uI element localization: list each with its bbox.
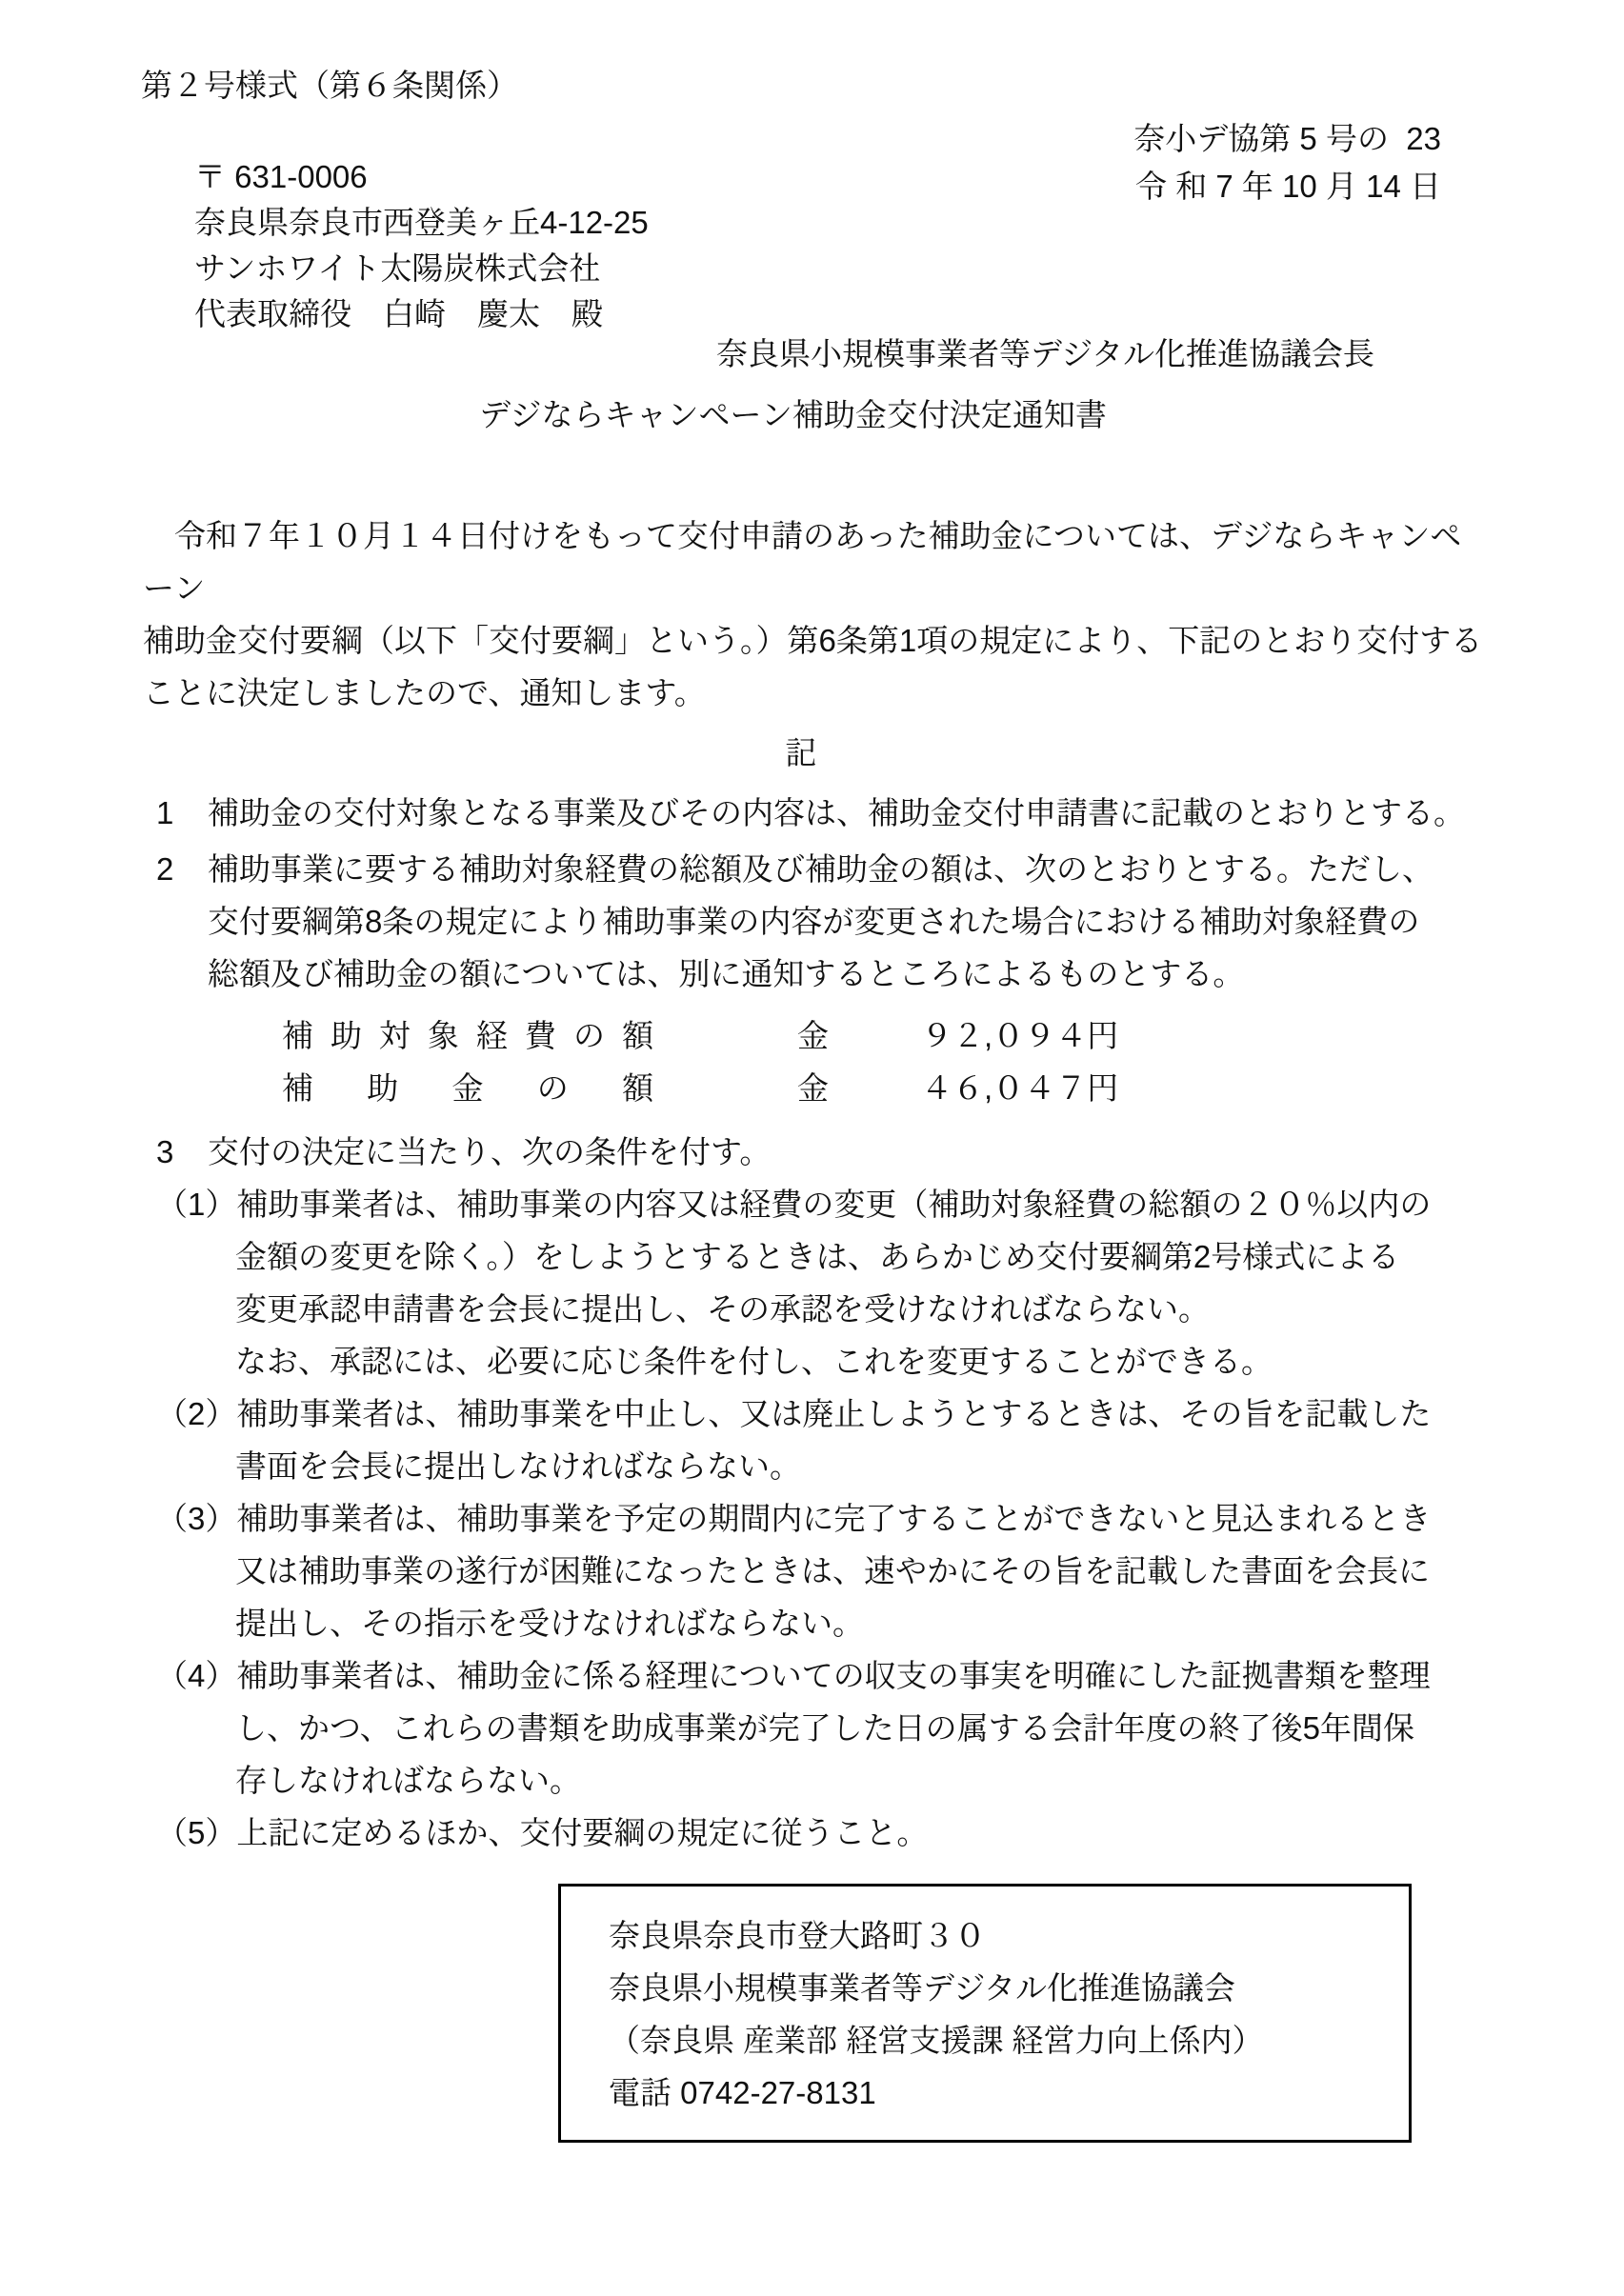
condition-text: 変更承認申請書を会長に提出し、その承認を受けなければならない。 <box>235 1291 1210 1327</box>
contact-address: 奈良県奈良市登大路町３０ <box>609 1918 986 1953</box>
document-title: デジならキャンペーン補助金交付決定通知書 <box>479 397 1107 432</box>
amount-row-subsidy <box>282 1062 1488 1114</box>
amount-label: 補助金の額 <box>282 1070 653 1106</box>
item-text: 補助金の交付対象となる事業及びその内容は、補助金交付申請書に記載のとおりとする。 <box>208 795 1465 830</box>
recipient-representative: 代表取締役 白崎 慶太 殿 <box>194 296 603 331</box>
issue-date: 令 和 7 年 10 月 14 日 <box>1135 169 1441 204</box>
item-number: 2 <box>156 851 174 887</box>
contact-department: （奈良県 産業部 経営支援課 経営力向上係内） <box>609 2023 1264 2058</box>
condition-number: （1） <box>156 1187 237 1222</box>
item-text: 交付要綱第8条の規定により補助事業の内容が変更された場合における補助対象経費の <box>208 904 1420 939</box>
amount-prefix: 金 <box>797 1018 829 1053</box>
list-item-2 <box>143 843 1488 1000</box>
condition-text: 補助事業者は、補助事業を予定の期間内に完了することができないと見込まれるとき <box>236 1501 1432 1536</box>
condition-text: 補助事業者は、補助事業の内容又は経費の変更（補助対象経費の総額の２０％以内の <box>236 1187 1432 1222</box>
condition-number: （4） <box>156 1658 237 1693</box>
amount-label: 補助対象経費の額 <box>282 1018 653 1053</box>
amount-row-expenses <box>282 1009 1488 1062</box>
item-text: 総額及び補助金の額については、別に通知するところによるものとする。 <box>208 956 1245 991</box>
recipient-address: 奈良県奈良市西登美ヶ丘4-12-25 <box>194 205 649 240</box>
condition-number: （5） <box>156 1815 237 1850</box>
document-body <box>143 509 1488 2143</box>
reference-number: 奈小デ協第 5 号の 23 <box>1133 121 1441 156</box>
opening-line: 令和７年１０月１４日付けをもって交付申請のあった補助金については、デジならキャンペーン <box>143 518 1462 606</box>
opening-line: 補助金交付要綱（以下「交付要綱」という。）第6条第1項の規定により、下記のとおり交付する <box>143 623 1483 658</box>
contact-box <box>558 1884 1412 2143</box>
condition-text: 提出し、その指示を受けなければならない。 <box>235 1606 864 1641</box>
recipient-block <box>194 154 649 337</box>
condition-text: なお、承認には、必要に応じ条件を付し、これを変更することができる。 <box>235 1344 1273 1379</box>
recipient-postal-code: 〒 631-0006 <box>194 159 368 194</box>
condition-text: し、かつ、これらの書類を助成事業が完了した日の属する会計年度の終了後5年間保 <box>235 1710 1415 1746</box>
condition-number: （2） <box>156 1396 237 1431</box>
condition-text: 存しなければならない。 <box>235 1763 581 1798</box>
condition-4 <box>143 1649 1488 1807</box>
condition-text: 上記に定めるほか、交付要綱の規定に従うこと。 <box>236 1815 929 1850</box>
condition-3 <box>143 1492 1488 1649</box>
item-text: 交付の決定に当たり、次の条件を付す。 <box>208 1134 772 1169</box>
amount-table <box>143 1009 1488 1114</box>
condition-text: 又は補助事業の遂行が困難になったときは、速やかにその旨を記載した書面を会長に <box>235 1553 1430 1588</box>
item-text: 補助事業に要する補助対象経費の総額及び補助金の額は、次のとおりとする。ただし、 <box>208 851 1434 887</box>
amount-value: ４６,０４７円 <box>921 1070 1119 1106</box>
condition-text: 補助事業者は、補助事業を中止し、又は廃止しようとするときは、その旨を記載した <box>236 1396 1432 1431</box>
condition-1 <box>143 1178 1488 1388</box>
list-item-1 <box>143 787 1488 839</box>
form-number-label: 第２号様式（第６条関係） <box>141 68 518 103</box>
amount-value: ９２,０９４円 <box>921 1018 1119 1053</box>
document-header <box>0 0 1624 509</box>
issuer-name: 奈良県小規模事業者等デジタル化推進協議会長 <box>715 336 1374 371</box>
condition-number: （3） <box>156 1501 237 1536</box>
condition-text: 金額の変更を除く。）をしようとするときは、あらかじめ交付要綱第2号様式による <box>235 1239 1400 1274</box>
item-number: 3 <box>156 1134 174 1169</box>
contact-organization: 奈良県小規模事業者等デジタル化推進協議会 <box>609 1970 1236 2006</box>
ki-heading: 記 <box>785 735 817 770</box>
recipient-company: サンホワイト太陽炭株式会社 <box>194 250 601 286</box>
amount-prefix: 金 <box>797 1070 829 1106</box>
list-item-3 <box>143 1126 1488 1178</box>
condition-5 <box>143 1807 1488 1859</box>
condition-text: 補助事業者は、補助金に係る経理についての収支の事実を明確にした証拠書類を整理 <box>236 1658 1431 1693</box>
condition-text: 書面を会長に提出しなければならない。 <box>235 1448 801 1484</box>
item-number: 1 <box>156 795 174 830</box>
opening-paragraph <box>143 509 1488 719</box>
opening-line: ことに決定しましたので、通知します。 <box>143 675 706 710</box>
condition-2 <box>143 1388 1488 1492</box>
contact-phone: 電話 0742-27-8131 <box>609 2075 876 2110</box>
